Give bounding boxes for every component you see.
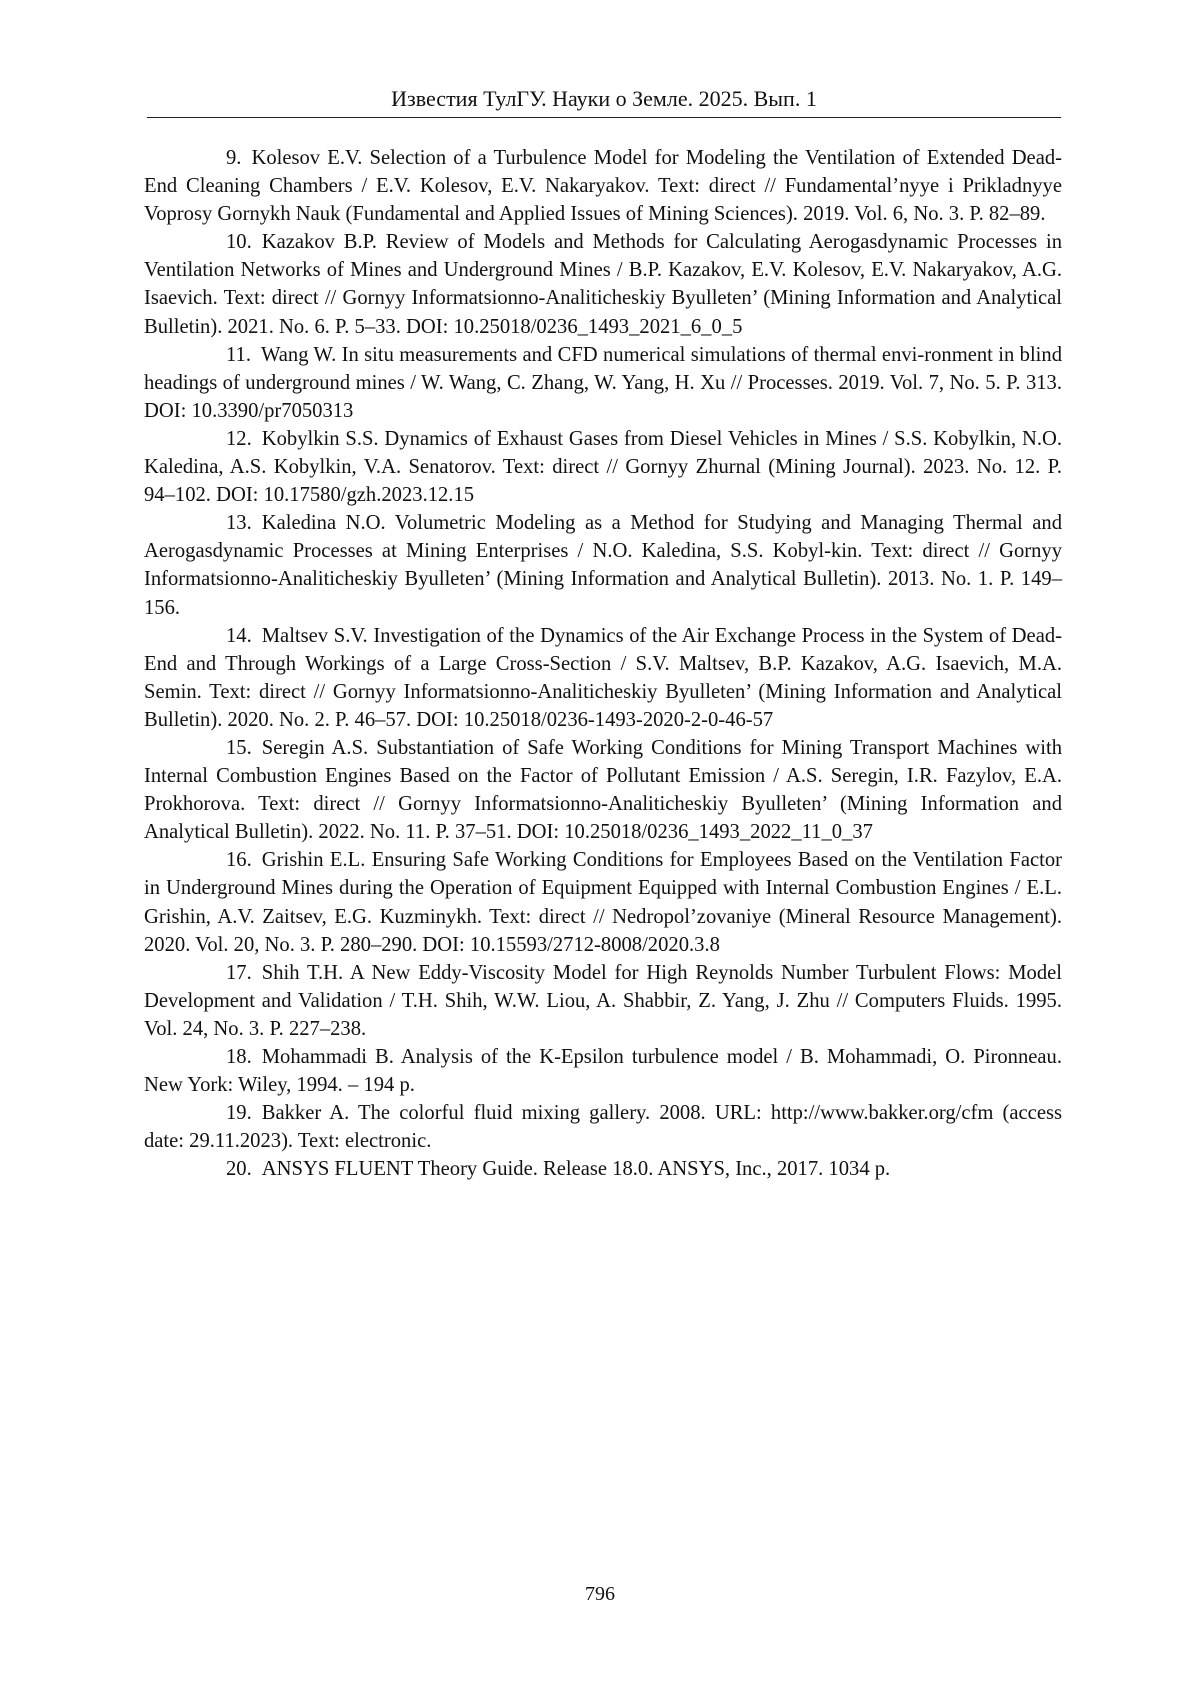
reference-item xyxy=(144,144,1062,228)
reference-number: 16. xyxy=(226,849,252,872)
reference-text: Seregin A.S. Substantiation of Safe Working Conditions for Mining Transport Machines with Internal Combustion Engines Based on the Factor of Pollutant Emission / A.S. Seregin, I.R. Fazylov, E.A. Prokhorova. Text: direct // Gornyy Informatsionno-Analiticheskiy Byulleten’ (Mining Information and Analytical Bulletin). 2022. No. 11. P. 37–51. DOI: 10.25018/0236_1493_2022_11_0_37 xyxy=(144,736,1062,844)
reference-number: 13. xyxy=(226,512,252,535)
reference-item xyxy=(144,1043,1062,1099)
reference-number: 20. xyxy=(226,1158,252,1181)
reference-text: Mohammadi B. Analysis of the K-Epsilon turbulence model / B. Mohammadi, O. Pironneau. New York: Wiley, 1994. – 194 p. xyxy=(144,1046,1062,1097)
reference-number: 17. xyxy=(226,961,252,984)
reference-text: Kobylkin S.S. Dynamics of Exhaust Gases from Diesel Vehicles in Mines / S.S. Kobylkin, N.O. Kaledina, A.S. Kobylkin, V.A. Senatorov. Text: direct // Gornyy Zhurnal (Mining Journal). 2023. No. 12. P. 94–102. DOI: 10.17580/gzh.2023.12.15 xyxy=(144,427,1062,507)
reference-item xyxy=(144,425,1062,509)
reference-item xyxy=(144,959,1062,1043)
header-rule xyxy=(147,117,1061,118)
reference-number: 19. xyxy=(226,1102,252,1125)
reference-number: 9. xyxy=(226,147,242,169)
running-header: Известия ТулГУ. Науки о Земле. 2025. Вып. 1 xyxy=(391,86,817,111)
reference-text: Kazakov B.P. Review of Models and Methods for Calculating Aerogasdynamic Processes in Ventilation Networks of Mines and Underground Mines / B.P. Kazakov, E.V. Kolesov, E.V. Nakaryakov, A.G. Isaevich. Text: direct // Gornyy Informatsionno-Analiticheskiy Byulleten’ (Mining Information and Analytical Bulletin). 2021. No. 6. P. 5–33. DOI: 10.25018/0236_1493_2021_6_0_5 xyxy=(144,231,1062,338)
reference-text: Wang W. In situ measurements and CFD numerical simulations of thermal envi-ronment in blind headings of underground mines / W. Wang, C. Zhang, W. Yang, H. Xu // Processes. 2019. Vol. 7, No. 5. P. 313. DOI: 10.3390/pr7050313 xyxy=(144,343,1062,422)
reference-text: ANSYS FLUENT Theory Guide. Release 18.0. ANSYS, Inc., 2017. 1034 p. xyxy=(261,1158,891,1181)
reference-item xyxy=(144,1155,1062,1183)
reference-text: Shih T.H. A New Eddy-Viscosity Model for High Reynolds Number Turbulent Flows: Model Development and Validation / T.H. Shih, W.W. Liou, A. Shabbir, Z. Yang, J. Zhu // Computers Fluids. 1995. Vol. 24, No. 3. P. 227–238. xyxy=(144,961,1062,1040)
reference-number: 11. xyxy=(226,343,251,366)
reference-list xyxy=(144,144,1062,1183)
reference-text: Kaledina N.O. Volumetric Modeling as a Method for Studying and Managing Thermal and Aerogasdynamic Processes at Mining Enterprises / N.O. Kaledina, S.S. Kobyl-kin. Text: direct // Gornyy Informatsionno-Analiticheskiy Byulleten’ (Mining Information and Analytical Bulletin). 2013. No. 1. P. 149–156. xyxy=(144,512,1062,619)
reference-item xyxy=(144,1099,1062,1155)
reference-number: 14. xyxy=(226,624,252,647)
reference-number: 12. xyxy=(226,427,252,450)
reference-item xyxy=(144,734,1062,846)
reference-item xyxy=(144,509,1062,621)
reference-number: 10. xyxy=(226,231,252,254)
reference-item xyxy=(144,341,1062,425)
reference-text: Kolesov E.V. Selection of a Turbulence Model for Modeling the Ventilation of Extended Dead-End Cleaning Chambers / E.V. Kolesov, E.V. Nakaryakov. Text: direct // Fundamental’nyye i Prikladnyye Voprosy Gornykh Nauk (Fundamental and Applied Issues of Mining Sciences). 2019. Vol. 6, No. 3. P. 82–89. xyxy=(144,147,1062,226)
reference-text: Maltsev S.V. Investigation of the Dynamics of the Air Exchange Process in the System of Dead-End and Through Workings of a Large Cross-Section / S.V. Maltsev, B.P. Kazakov, A.G. Isaevich, M.A. Semin. Text: direct // Gornyy Informatsionno-Analiticheskiy Byulleten’ (Mining Information and Analytical Bulletin). 2020. No. 2. P. 46–57. DOI: 10.25018/0236-1493-2020-2-0-46-57 xyxy=(144,624,1062,731)
reference-text: Grishin E.L. Ensuring Safe Working Conditions for Employees Based on the Ventilation Factor in Underground Mines during the Operation of Equipment Equipped with Internal Combustion Engines / E.L. Grishin, A.V. Zaitsev, E.G. Kuzminykh. Text: direct // Nedropol’zovaniye (Mineral Resource Management). 2020. Vol. 20, No. 3. P. 280–290. DOI: 10.15593/2712-8008/2020.3.8 xyxy=(144,849,1062,956)
reference-number: 18. xyxy=(226,1046,252,1068)
reference-item xyxy=(144,622,1062,734)
reference-text: Bakker A. The colorful fluid mixing gallery. 2008. URL: http://www.bakker.org/cfm (access date: 29.11.2023). Text: electronic. xyxy=(144,1102,1062,1153)
reference-number: 15. xyxy=(226,736,252,759)
reference-item xyxy=(144,228,1062,340)
page-number: 796 xyxy=(585,1583,615,1605)
reference-item xyxy=(144,846,1062,958)
